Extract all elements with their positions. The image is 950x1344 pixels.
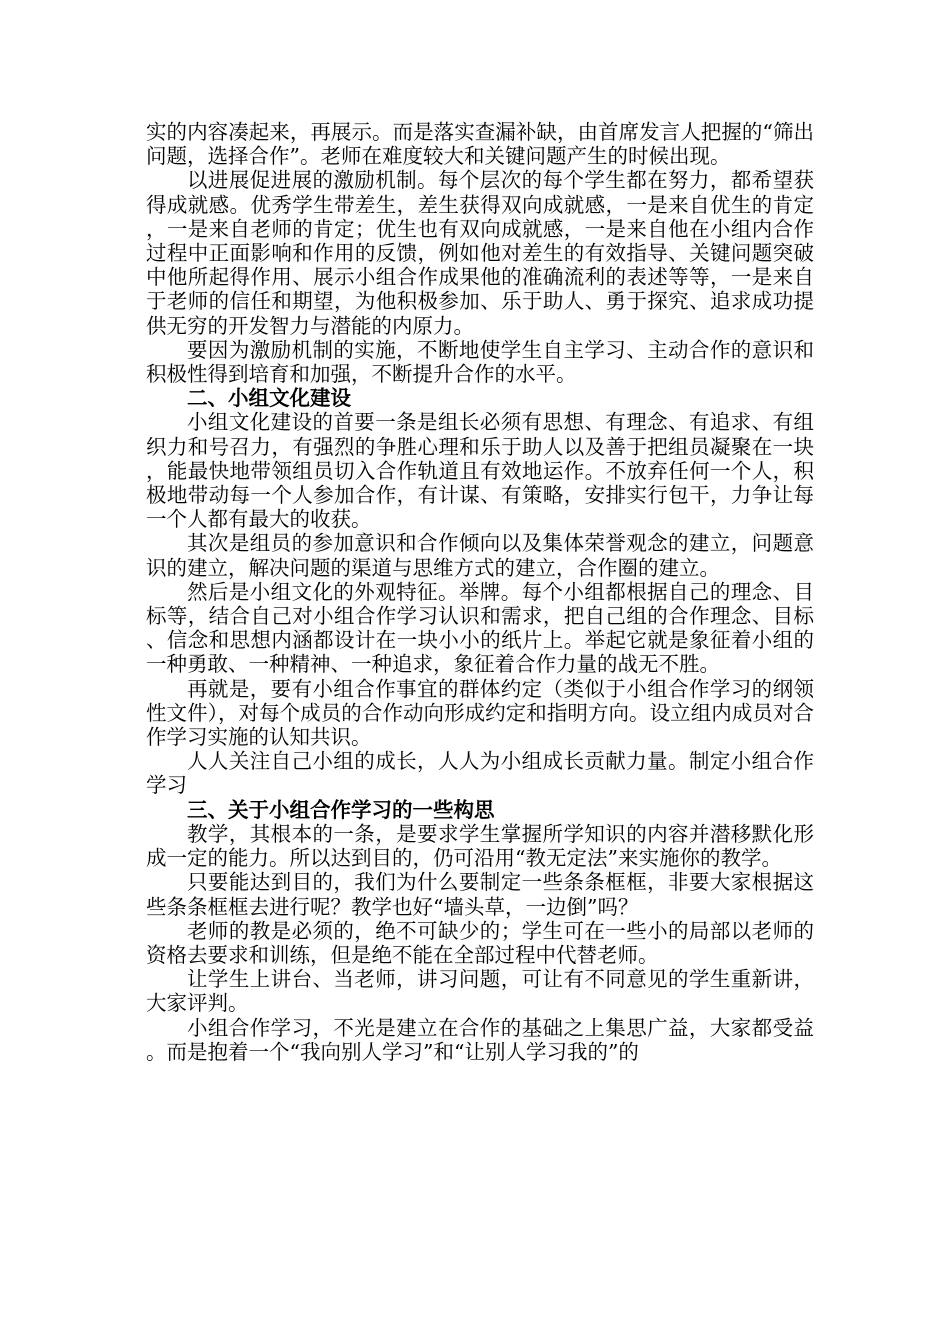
paragraph-group-learning: 小组合作学习，不光是建立在合作的基础之上集思广益，大家都受益。而是抱着一个“我向别人学习”和“让别人学习我的”的 (146, 1015, 814, 1064)
section-heading-group-culture: 二、小组文化建设 (187, 386, 351, 411)
paragraph-incentive-result: 要因为激励机制的实施，不断地使学生自主学习、主动合作的意识和积极性得到培育和加强，不断提升合作的水平。 (146, 337, 814, 387)
paragraph-students-teach: 让学生上讲台、当老师，讲习问题，可让有不同意见的学生重新讲，大家评判。 (146, 967, 814, 1016)
paragraph-incentive-mechanism: 以进展促进展的激励机制。每个层次的每个学生都在努力，都希望获得成就感。优秀学生带差生，差生获得双向成就感，一是来自优生的肯定，一是来自老师的肯定；优生也有双向成就感，一是来自他在小组内合作过程中正面影响和作用的反馈，例如他对差生的有效指导、关键问题突破中他所起得作用、展示小组合作成果他的准确流利的表述等等，一是来自于老师的信任和期望，为他积极参加、乐于助人、勇于探究、追求成功提供无穷的开发智力与潜能的内原力。 (146, 168, 814, 338)
paragraph-rules-question: 只要能达到目的，我们为什么要制定一些条条框框，非要大家根据这些条条框框去进行呢？教学也好“墙头草，一边倒”吗？ (146, 870, 814, 919)
paragraph-everyone-growth: 人人关注自己小组的成长，人人为小组成长贡献力量。制定小组合作学习 (146, 749, 814, 798)
paragraph-continuation: 实的内容凑起来，再展示。而是落实查漏补缺，由首席发言人把握的“筛出问题，选择合作”。老师在难度较大和关键问题产生的时候出现。 (146, 120, 814, 169)
document-page (146, 120, 814, 1064)
paragraph-teaching-purpose: 教学，其根本的一条，是要求学生掌握所学知识的内容并潜移默化形成一定的能力。所以达到目的，仍可沿用“教无定法”来实施你的教学。 (146, 821, 814, 871)
section-heading-ideas: 三、关于小组合作学习的一些构思 (187, 797, 495, 822)
paragraph-group-leader: 小组文化建设的首要一条是组长必须有思想、有理念、有追求、有组织力和号召力，有强烈的争胜心理和乐于助人以及善于把组员凝聚在一块，能最快地带领组员切入合作轨道且有效地运作。不放弃任何一个人，积极地带动每一个人参加合作，有计谋、有策略，安排实行包干，力争让每一个人都有最大的收获。 (146, 410, 814, 532)
paragraph-member-awareness: 其次是组员的参加意识和合作倾向以及集体荣誉观念的建立，问题意识的建立，解决问题的渠道与思维方式的建立，合作圈的建立。 (146, 531, 814, 580)
paragraph-group-agreement: 再就是，要有小组合作事宜的群体约定（类似于小组合作学习的纲领性文件），对每个成员的合作动向形成约定和指明方向。设立组内成员对合作学习实施的认知共识。 (146, 676, 814, 750)
paragraph-appearance: 然后是小组文化的外观特征。举牌。每个小组都根据自己的理念、目标等，结合自己对小组合作学习认识和需求，把自己组的合作理念、目标、信念和思想内涵都设计在一块小小的纸片上。举起它就是象征着小组的一种勇敢、一种精神、一种追求，象征着合作力量的战无不胜。 (146, 579, 814, 677)
paragraph-teacher-role: 老师的教是必须的，绝不可缺少的；学生可在一些小的局部以老师的资格去要求和训练，但是绝不能在全部过程中代替老师。 (146, 918, 814, 967)
